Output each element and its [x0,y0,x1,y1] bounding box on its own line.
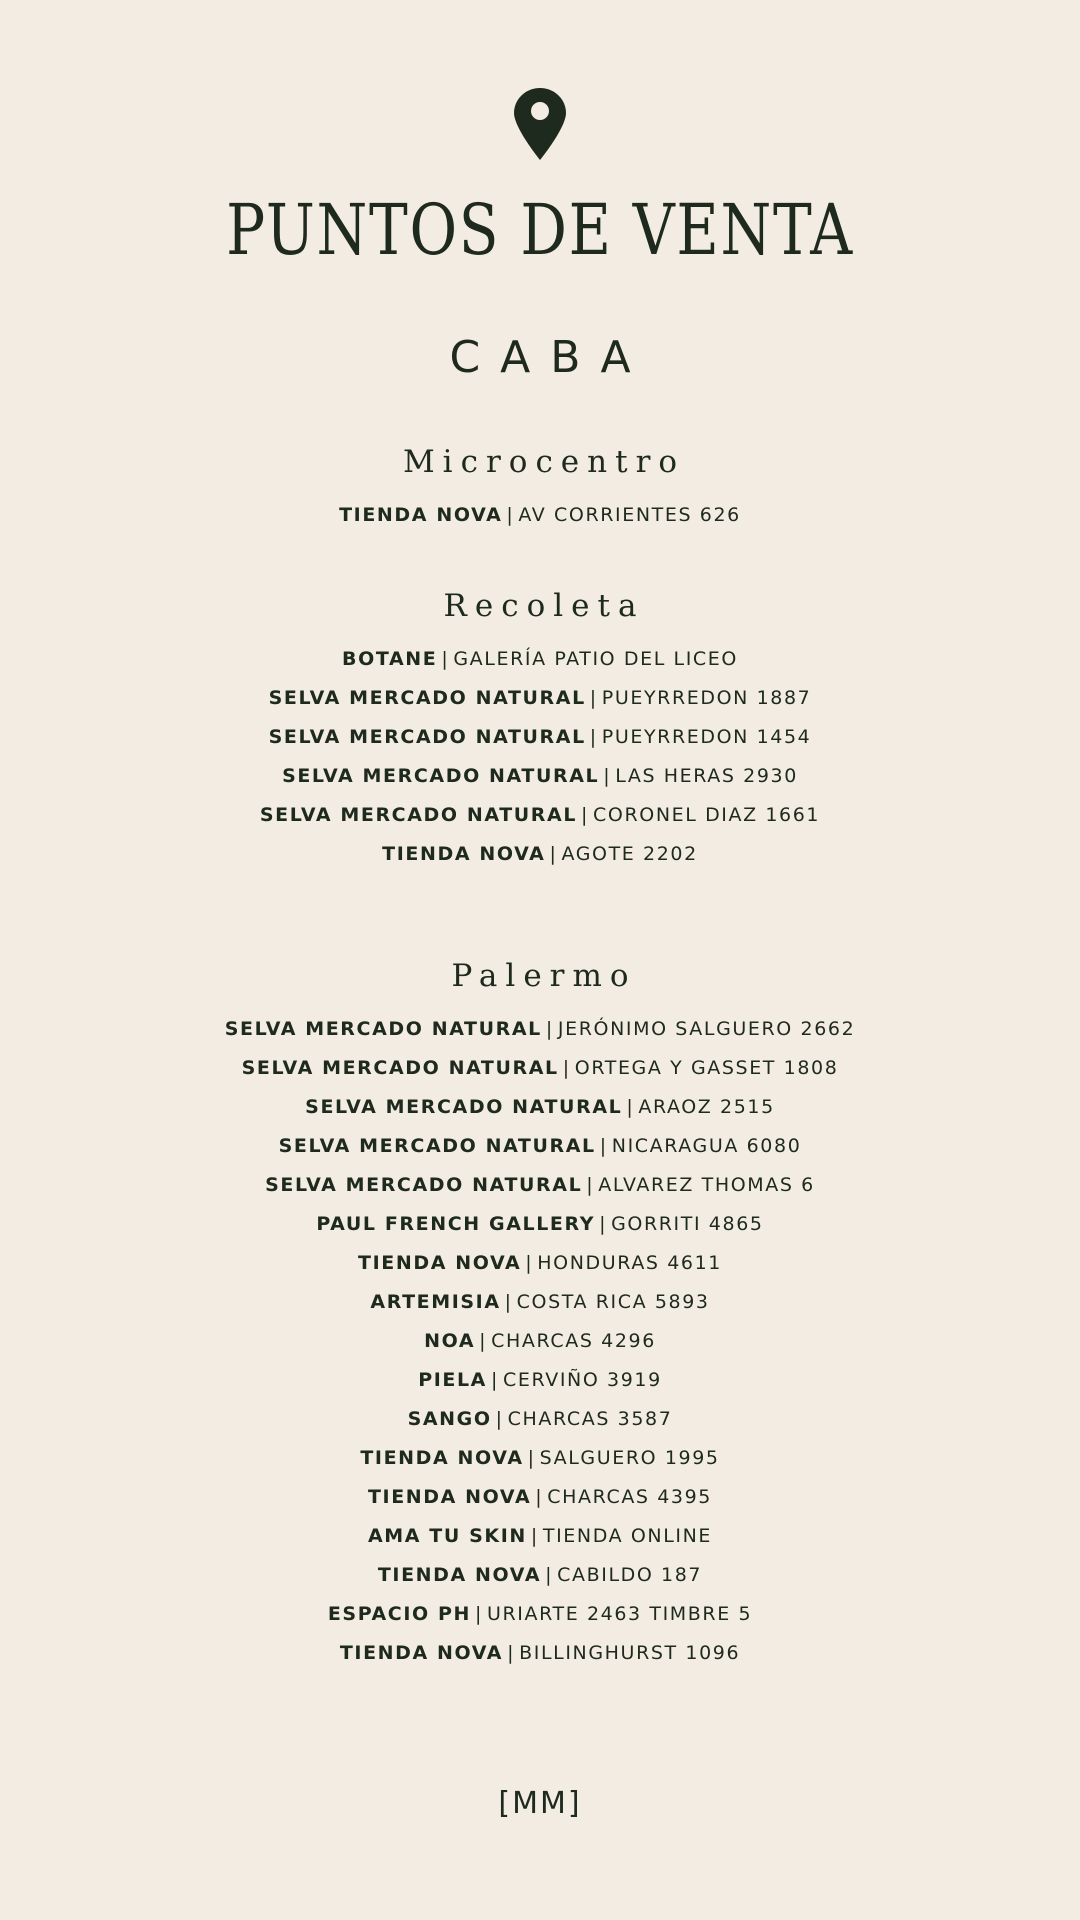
separator: | [603,765,612,787]
store-name: ARTEMISIA [370,1291,501,1313]
store-address: ARAOZ 2515 [638,1096,775,1118]
store-name: SELVA MERCADO NATURAL [305,1096,623,1118]
page-title: PUNTOS DE VENTA [226,189,854,271]
separator: | [545,1018,554,1040]
separator: | [562,1057,571,1079]
section-heading: Recoleta [443,588,645,624]
separator: | [506,504,515,526]
store-name: TIENDA NOVA [358,1252,522,1274]
list-item [0,1127,1080,1166]
store-name: TIENDA NOVA [360,1447,524,1469]
list-item [0,496,1080,535]
separator: | [545,1564,554,1586]
store-name: SELVA MERCADO NATURAL [282,765,600,787]
list-item [0,1400,1080,1439]
list-item [0,1556,1080,1595]
separator: | [495,1408,504,1430]
store-name: SELVA MERCADO NATURAL [265,1174,583,1196]
region-heading: CABA [449,332,651,383]
list-item [0,718,1080,757]
store-name: PAUL FRENCH GALLERY [316,1213,596,1235]
list-item [0,757,1080,796]
list-item [0,835,1080,874]
store-address: SALGUERO 1995 [539,1447,720,1469]
store-name: NOA [424,1330,476,1352]
store-name: TIENDA NOVA [339,1642,504,1664]
store-name: TIENDA NOVA [377,1564,542,1586]
list-item [0,679,1080,718]
separator: | [530,1525,539,1547]
list-item [0,1166,1080,1205]
store-address: CERVIÑO 3919 [503,1369,662,1391]
store-address: COSTA RICA 5893 [516,1291,710,1313]
separator: | [525,1252,534,1274]
store-address: HONDURAS 4611 [537,1252,722,1274]
store-address: PUEYRREDON 1454 [601,726,812,748]
separator: | [599,1213,608,1235]
separator: | [535,1486,544,1508]
store-address: JERÓNIMO SALGUERO 2662 [557,1018,856,1040]
list-item [0,1478,1080,1517]
list-item [0,1049,1080,1088]
section-heading: Microcentro [402,444,686,480]
separator: | [589,687,598,709]
list-item [0,1010,1080,1049]
store-name: SELVA MERCADO NATURAL [241,1057,559,1079]
separator: | [507,1642,516,1664]
store-address: ALVAREZ THOMAS 6 [598,1174,815,1196]
separator: | [504,1291,513,1313]
section-microcentro [0,440,1080,535]
store-name: TIENDA NOVA [339,504,503,526]
brand-logo: [MM] [498,1786,582,1821]
store-list [0,1010,1080,1673]
list-item [0,1595,1080,1634]
store-address: CHARCAS 3587 [507,1408,673,1430]
store-name: SELVA MERCADO NATURAL [278,1135,596,1157]
store-address: GALERÍA PATIO DEL LICEO [453,648,738,670]
section-recoleta [0,584,1080,874]
store-address: GORRITI 4865 [611,1213,764,1235]
store-address: URIARTE 2463 TIMBRE 5 [487,1603,753,1625]
store-name: AMA TU SKIN [367,1525,527,1547]
store-address: CORONEL DIAZ 1661 [593,804,821,826]
separator: | [527,1447,536,1469]
store-address: CABILDO 187 [557,1564,703,1586]
list-item [0,1244,1080,1283]
separator: | [626,1096,635,1118]
store-address: CHARCAS 4296 [491,1330,656,1352]
store-name: TIENDA NOVA [367,1486,532,1508]
separator: | [586,1174,595,1196]
list-item [0,1088,1080,1127]
store-address: CHARCAS 4395 [547,1486,712,1508]
separator: | [599,1135,608,1157]
separator: | [474,1603,483,1625]
separator: | [479,1330,488,1352]
store-address: BILLINGHURST 1096 [519,1642,741,1664]
separator: | [490,1369,499,1391]
store-name: SELVA MERCADO NATURAL [268,687,586,709]
store-address: ORTEGA Y GASSET 1808 [574,1057,839,1079]
store-name: TIENDA NOVA [382,843,546,865]
store-name: SELVA MERCADO NATURAL [224,1018,542,1040]
store-list [0,640,1080,874]
store-name: PIELA [418,1369,487,1391]
list-item [0,1634,1080,1673]
list-item [0,1322,1080,1361]
store-name: ESPACIO PH [327,1603,471,1625]
list-item [0,1205,1080,1244]
list-item [0,796,1080,835]
list-item [0,1283,1080,1322]
store-address: AGOTE 2202 [561,843,698,865]
store-name: SELVA MERCADO NATURAL [259,804,578,826]
store-address: TIENDA ONLINE [542,1525,713,1547]
list-item [0,1361,1080,1400]
store-address: PUEYRREDON 1887 [601,687,812,709]
list-item [0,1439,1080,1478]
separator: | [441,648,450,670]
store-list [0,496,1080,535]
list-item [0,640,1080,679]
store-name: SANGO [407,1408,492,1430]
list-item [0,1517,1080,1556]
separator: | [589,726,598,748]
separator: | [581,804,590,826]
store-address: AV CORRIENTES 626 [518,504,741,526]
store-name: BOTANE [342,648,438,670]
store-name: SELVA MERCADO NATURAL [268,726,586,748]
section-heading: Palermo [451,958,637,994]
location-pin-icon [514,88,566,160]
section-palermo [0,954,1080,1673]
separator: | [549,843,558,865]
store-address: LAS HERAS 2930 [615,765,798,787]
store-address: NICARAGUA 6080 [611,1135,802,1157]
